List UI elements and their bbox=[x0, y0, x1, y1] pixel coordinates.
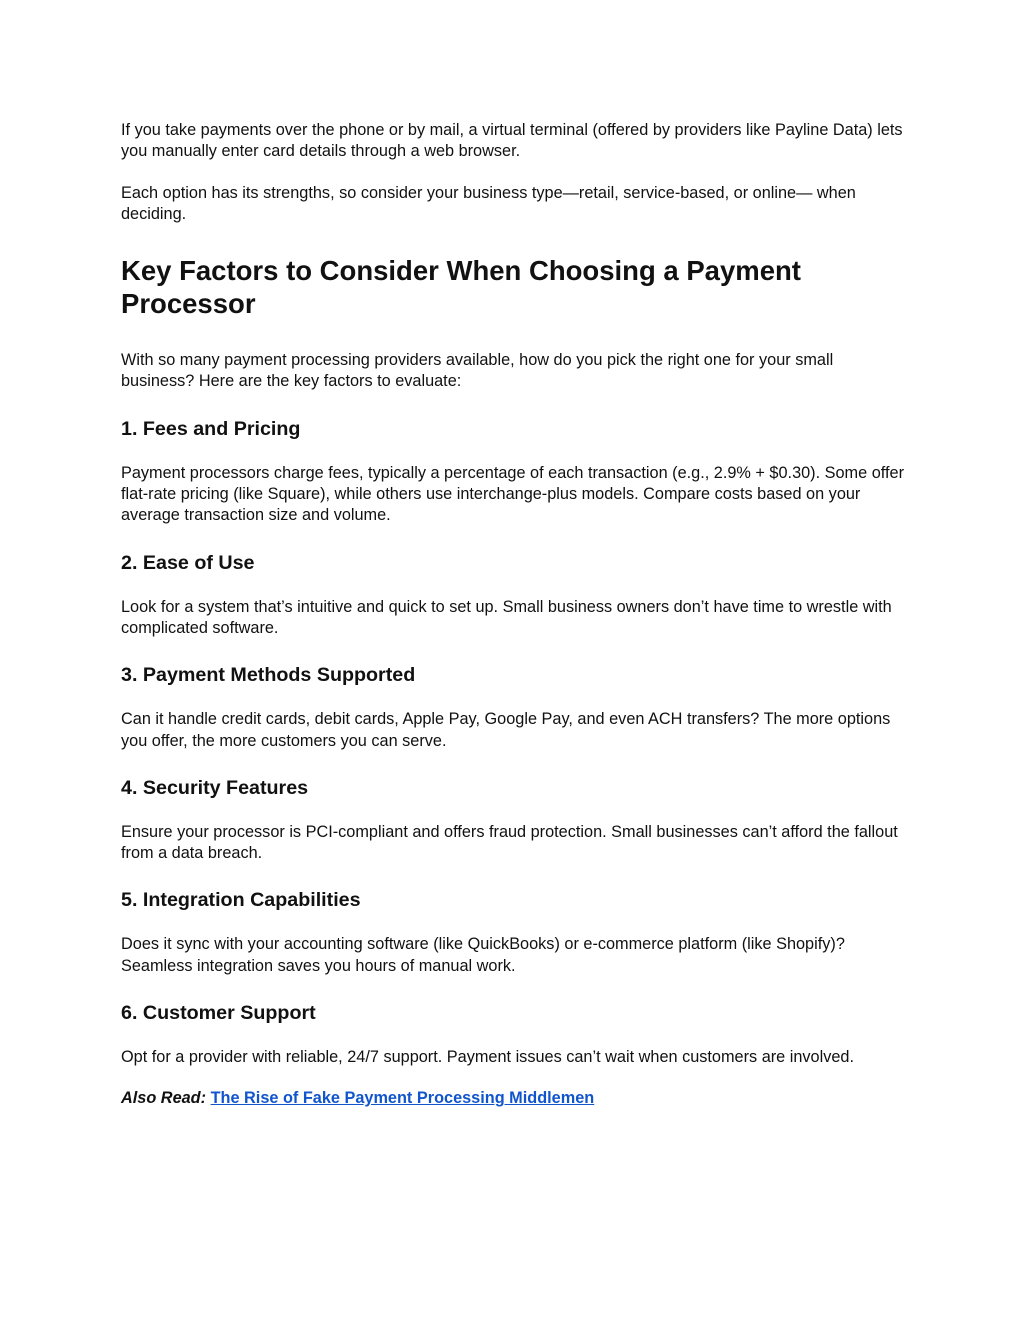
factor-section bbox=[121, 1001, 911, 1068]
factor-section bbox=[121, 417, 911, 527]
section-heading: 3. Payment Methods Supported bbox=[121, 664, 416, 687]
section-heading: 1. Fees and Pricing bbox=[121, 417, 301, 440]
section-heading: 2. Ease of Use bbox=[121, 551, 255, 574]
factor-section bbox=[121, 888, 911, 977]
also-read-line bbox=[121, 1088, 911, 1109]
factor-section bbox=[121, 663, 911, 752]
section-text: Ensure your processor is PCI-compliant and offers fraud protection. Small businesses can’t afford the fallout from a data breach. bbox=[121, 822, 898, 863]
also-read-label: Also Read: bbox=[121, 1089, 207, 1108]
also-read-link[interactable]: The Rise of Fake Payment Processing Middlemen bbox=[210, 1089, 595, 1108]
section-text: Can it handle credit cards, debit cards, Apple Pay, Google Pay, and even ACH transfers? The more options you offer, the more customers you can serve. bbox=[121, 710, 891, 750]
main-intro-paragraph: With so many payment processing providers available, how do you pick the right one for your small business? Here are the key factors to evaluate: bbox=[121, 351, 834, 391]
factor-section bbox=[121, 551, 911, 640]
document-page bbox=[121, 120, 911, 1109]
intro-paragraph: Each option has its strengths, so consider your business type—retail, service-based, or online— when deciding. bbox=[121, 183, 856, 223]
section-text: Payment processors charge fees, typically a percentage of each transaction (e.g., 2.9% + $0.30). Some offer flat-rate pricing (like Square), while others use interchange-plus models. Compare costs based on your average transaction size and volume. bbox=[121, 463, 904, 525]
main-heading: Key Factors to Consider When Choosing a Payment Processor bbox=[121, 255, 801, 320]
section-heading: 4. Security Features bbox=[121, 776, 309, 799]
factor-section bbox=[121, 776, 911, 865]
section-text: Look for a system that’s intuitive and quick to set up. Small business owners don’t have time to wrestle with complicated software. bbox=[121, 597, 892, 637]
section-heading: 6. Customer Support bbox=[121, 1002, 316, 1025]
section-text: Does it sync with your accounting software (like QuickBooks) or e-commerce platform (like Shopify)? Seamless integration saves you hours of manual work. bbox=[121, 935, 845, 975]
section-heading: 5. Integration Capabilities bbox=[121, 889, 361, 912]
section-text: Opt for a provider with reliable, 24/7 support. Payment issues can’t wait when customers are involved. bbox=[121, 1048, 855, 1067]
intro-paragraph: If you take payments over the phone or by mail, a virtual terminal (offered by providers like Payline Data) lets you manually enter card details through a web browser. bbox=[121, 121, 903, 161]
